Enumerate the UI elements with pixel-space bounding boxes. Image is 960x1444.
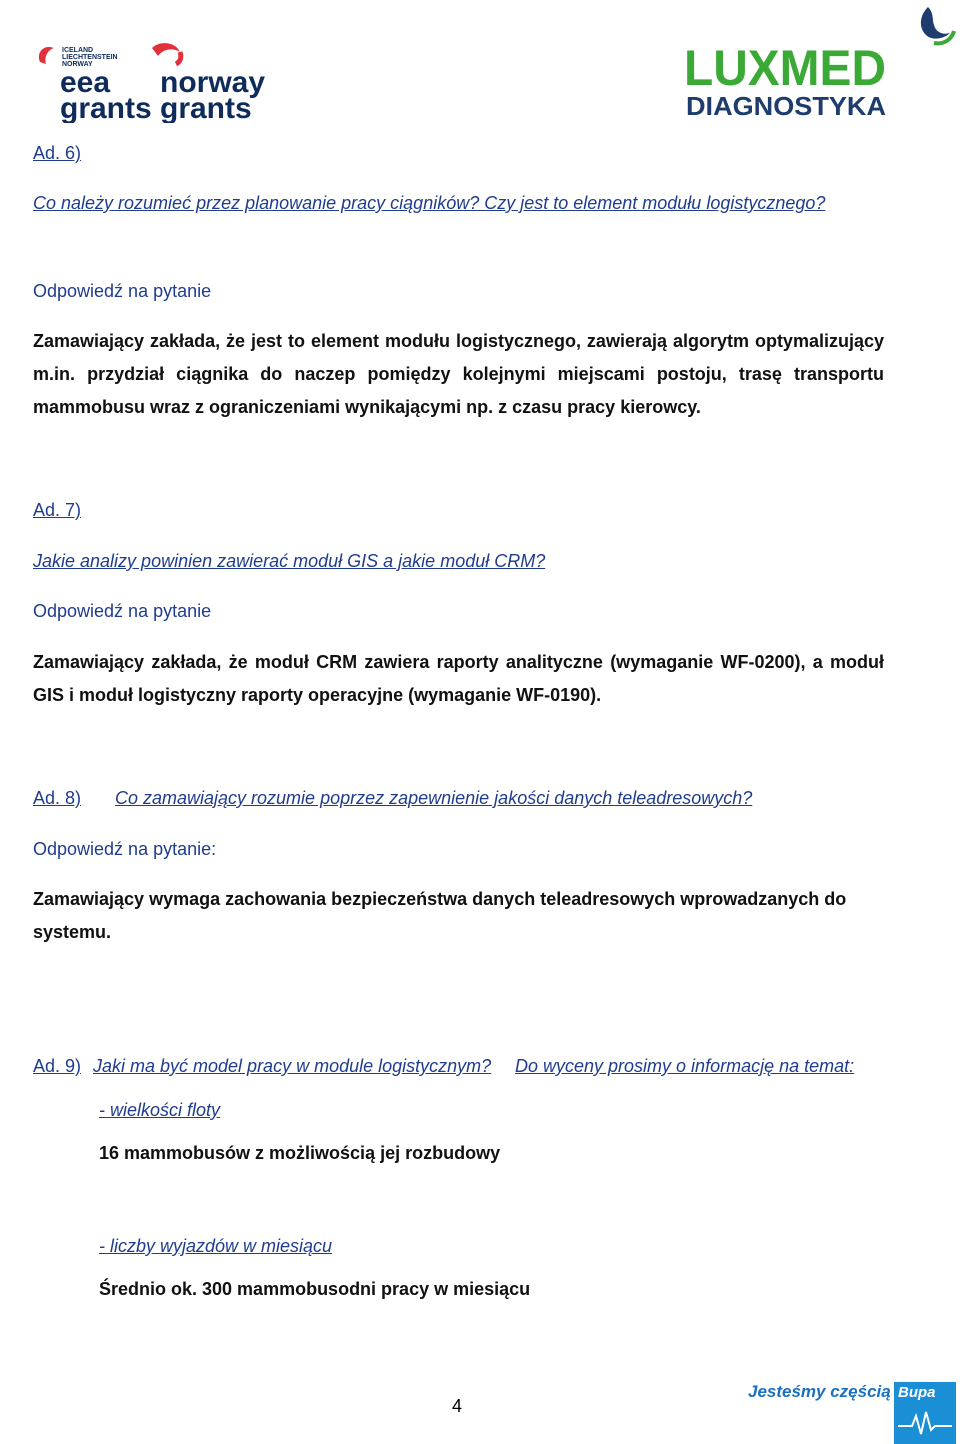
norway-swirl-icon — [152, 43, 180, 56]
luxmed-diagnostyka-logo — [682, 5, 957, 120]
eea-norway-grants-logo — [30, 38, 270, 123]
bupa-logo — [894, 1382, 956, 1444]
ad7-answer: Zamawiający zakłada, że moduł CRM zawiera raporty analityczne (wymaganie WF-0200), a moduł GIS i moduł logistyczny raporty operacyjne (wymaganie WF-0190). — [33, 652, 884, 705]
diagnostyka-word: DIAGNOSTYKA — [686, 91, 887, 120]
ad9-item1-label: - wielkości floty — [99, 1100, 221, 1120]
ad9-item2-answer: Średnio ok. 300 mammobusodni pracy w miesiącu — [99, 1279, 531, 1299]
heartbeat-icon — [898, 1408, 952, 1438]
ad9-item1-answer: 16 mammobusów z możliwością jej rozbudowy — [99, 1143, 501, 1163]
ad7-answer-label: Odpowiedź na pytanie — [33, 601, 212, 621]
ad9-item2-label: - liczby wyjazdów w miesiącu — [99, 1236, 333, 1256]
bupa-slogan: Jesteśmy częścią — [748, 1382, 891, 1401]
ad8-label: Ad. 8) — [33, 788, 82, 808]
bupa-logo-text: Bupa — [898, 1384, 936, 1401]
ad6-answer: Zamawiający zakłada, że jest to element modułu logistycznego, zawierają algorytm optymalizujący m.in. przydział ciągnika do naczep pomiędzy kolejnymi miejscami postoju, trasę transportu mammobusu wraz z ograniczeniami wynikającymi np. z czasu pracy kierowcy. — [33, 331, 884, 417]
eea-country-iceland: ICELAND — [62, 47, 94, 54]
ad6-label: Ad. 6) — [33, 143, 82, 163]
ad8-answer: Zamawiający wymaga zachowania bezpieczeństwa danych teleadresowych wprowadzanych do systemu. — [33, 889, 847, 942]
ad6-question: Co należy rozumieć przez planowanie pracy ciągników? Czy jest to element modułu logistycznego? — [33, 193, 826, 213]
ad8-question: Co zamawiający rozumie poprzez zapewnienie jakości danych teleadresowych? — [115, 788, 753, 808]
eea-swirl-icon — [39, 47, 54, 64]
eea-grants-word: grants — [60, 92, 152, 123]
ad7-question: Jakie analizy powinien zawierać moduł GIS a jakie moduł CRM? — [33, 551, 546, 571]
ad9-label: Ad. 9) — [33, 1056, 82, 1076]
eea-country-norway: NORWAY — [62, 61, 93, 68]
eea-word: eea — [60, 66, 111, 99]
page-number: 4 — [452, 1396, 463, 1416]
ad6-answer-label: Odpowiedź na pytanie — [33, 281, 212, 301]
luxmed-word: LUXMED — [684, 40, 886, 96]
ad9-request: Do wyceny prosimy o informację na temat: — [515, 1056, 855, 1076]
eea-country-liechtenstein: LIECHTENSTEIN — [62, 54, 118, 61]
luxmed-swirl-icon — [921, 7, 950, 39]
ad8-answer-label: Odpowiedź na pytanie: — [33, 839, 217, 859]
norway-grants-word: grants — [160, 92, 252, 123]
ad9-question: Jaki ma być model pracy w module logistycznym? — [93, 1056, 492, 1076]
ad7-label: Ad. 7) — [33, 500, 82, 520]
norway-word: norway — [160, 66, 266, 99]
